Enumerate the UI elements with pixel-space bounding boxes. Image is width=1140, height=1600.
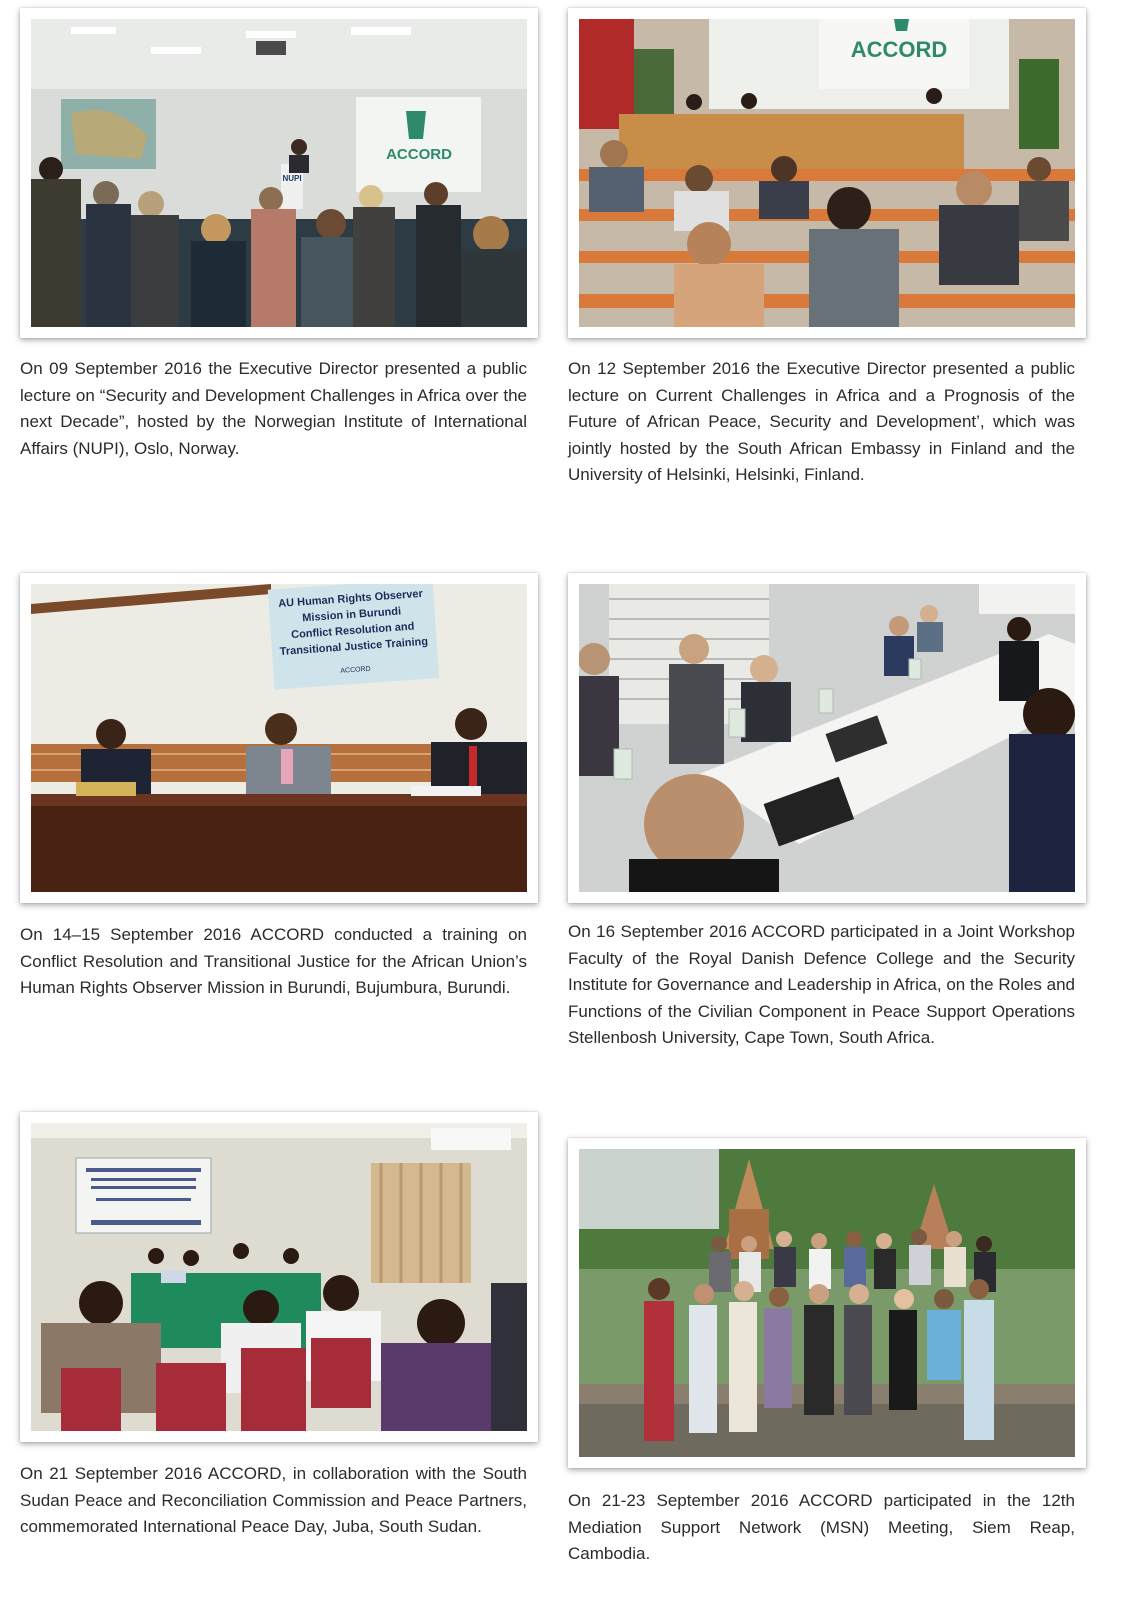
photo-frame [568,1138,1086,1468]
podium-nupi-text: NUPI [282,174,302,183]
screen-accord-text: ACCORD [850,37,948,62]
conference-table-image [579,584,1075,892]
event-caption: On 21-23 September 2016 ACCORD participated in the 12th Mediation Support Network (MSN) Meeting, Siem Reap, Cambodia. [568,1491,1075,1564]
lecture-hall-nupi-image [31,19,527,327]
photo-frame [20,1112,538,1442]
banner-line-3: Conflict Resolution and [290,620,415,642]
photo-frame [20,8,538,338]
photo-frame [568,8,1086,338]
event-photo [579,1149,1075,1457]
auditorium-helsinki-image [579,19,1075,327]
banner-line-1: AU Human Rights Observer [277,587,424,610]
banner-footer: ACCORD [340,665,371,675]
msn-meeting-siem-reap-image [579,1149,1075,1457]
event-photo [31,19,527,327]
event-photo [579,19,1075,327]
burundi-training-image [31,584,527,892]
event-caption: On 12 September 2016 the Executive Director presented a public lecture on Current Challenges in Africa and a Prognosis of the Future of African Peace, Security and Development’, which was jointly hosted by the South African Embassy in Finland and the University of Helsinki, Helsinki, Finland. [568,359,1075,485]
event-caption: On 14–15 September 2016 ACCORD conducted a training on Conflict Resolution and Transitional Justice for the African Union’s Human Rights Observer Mission in Burundi, Bujumbura, Burundi. [20,925,527,998]
event-photo [579,584,1075,892]
screen-accord-text: ACCORD [386,146,452,163]
event-caption: On 21 September 2016 ACCORD, in collaboration with the South Sudan Peace and Reconciliation Commission and Peace Partners, commemorated International Peace Day, Juba, South Sudan. [20,1464,527,1537]
event-caption: On 09 September 2016 the Executive Director presented a public lecture on “Security and Development Challenges in Africa over the next Decade”, hosted by the Norwegian Institute of International Affairs (NUPI), Oslo, Norway. [20,359,527,458]
banner-line-4: Transitional Justice Training [279,635,429,658]
event-photo [31,1123,527,1431]
event-photo [31,584,527,892]
photo-frame [568,573,1086,903]
peace-day-juba-image [31,1123,527,1431]
event-caption: On 16 September 2016 ACCORD participated in a Joint Workshop Faculty of the Royal Danish Defence College and the Security Institute for Governance and Leadership in Africa, on the Roles and Functions of the Civilian Component in Peace Support Operations Stellenbosh University, Cape Town, South Africa. [568,922,1075,1048]
banner-line-2: Mission in Burundi [301,605,402,625]
photo-frame [20,573,538,903]
